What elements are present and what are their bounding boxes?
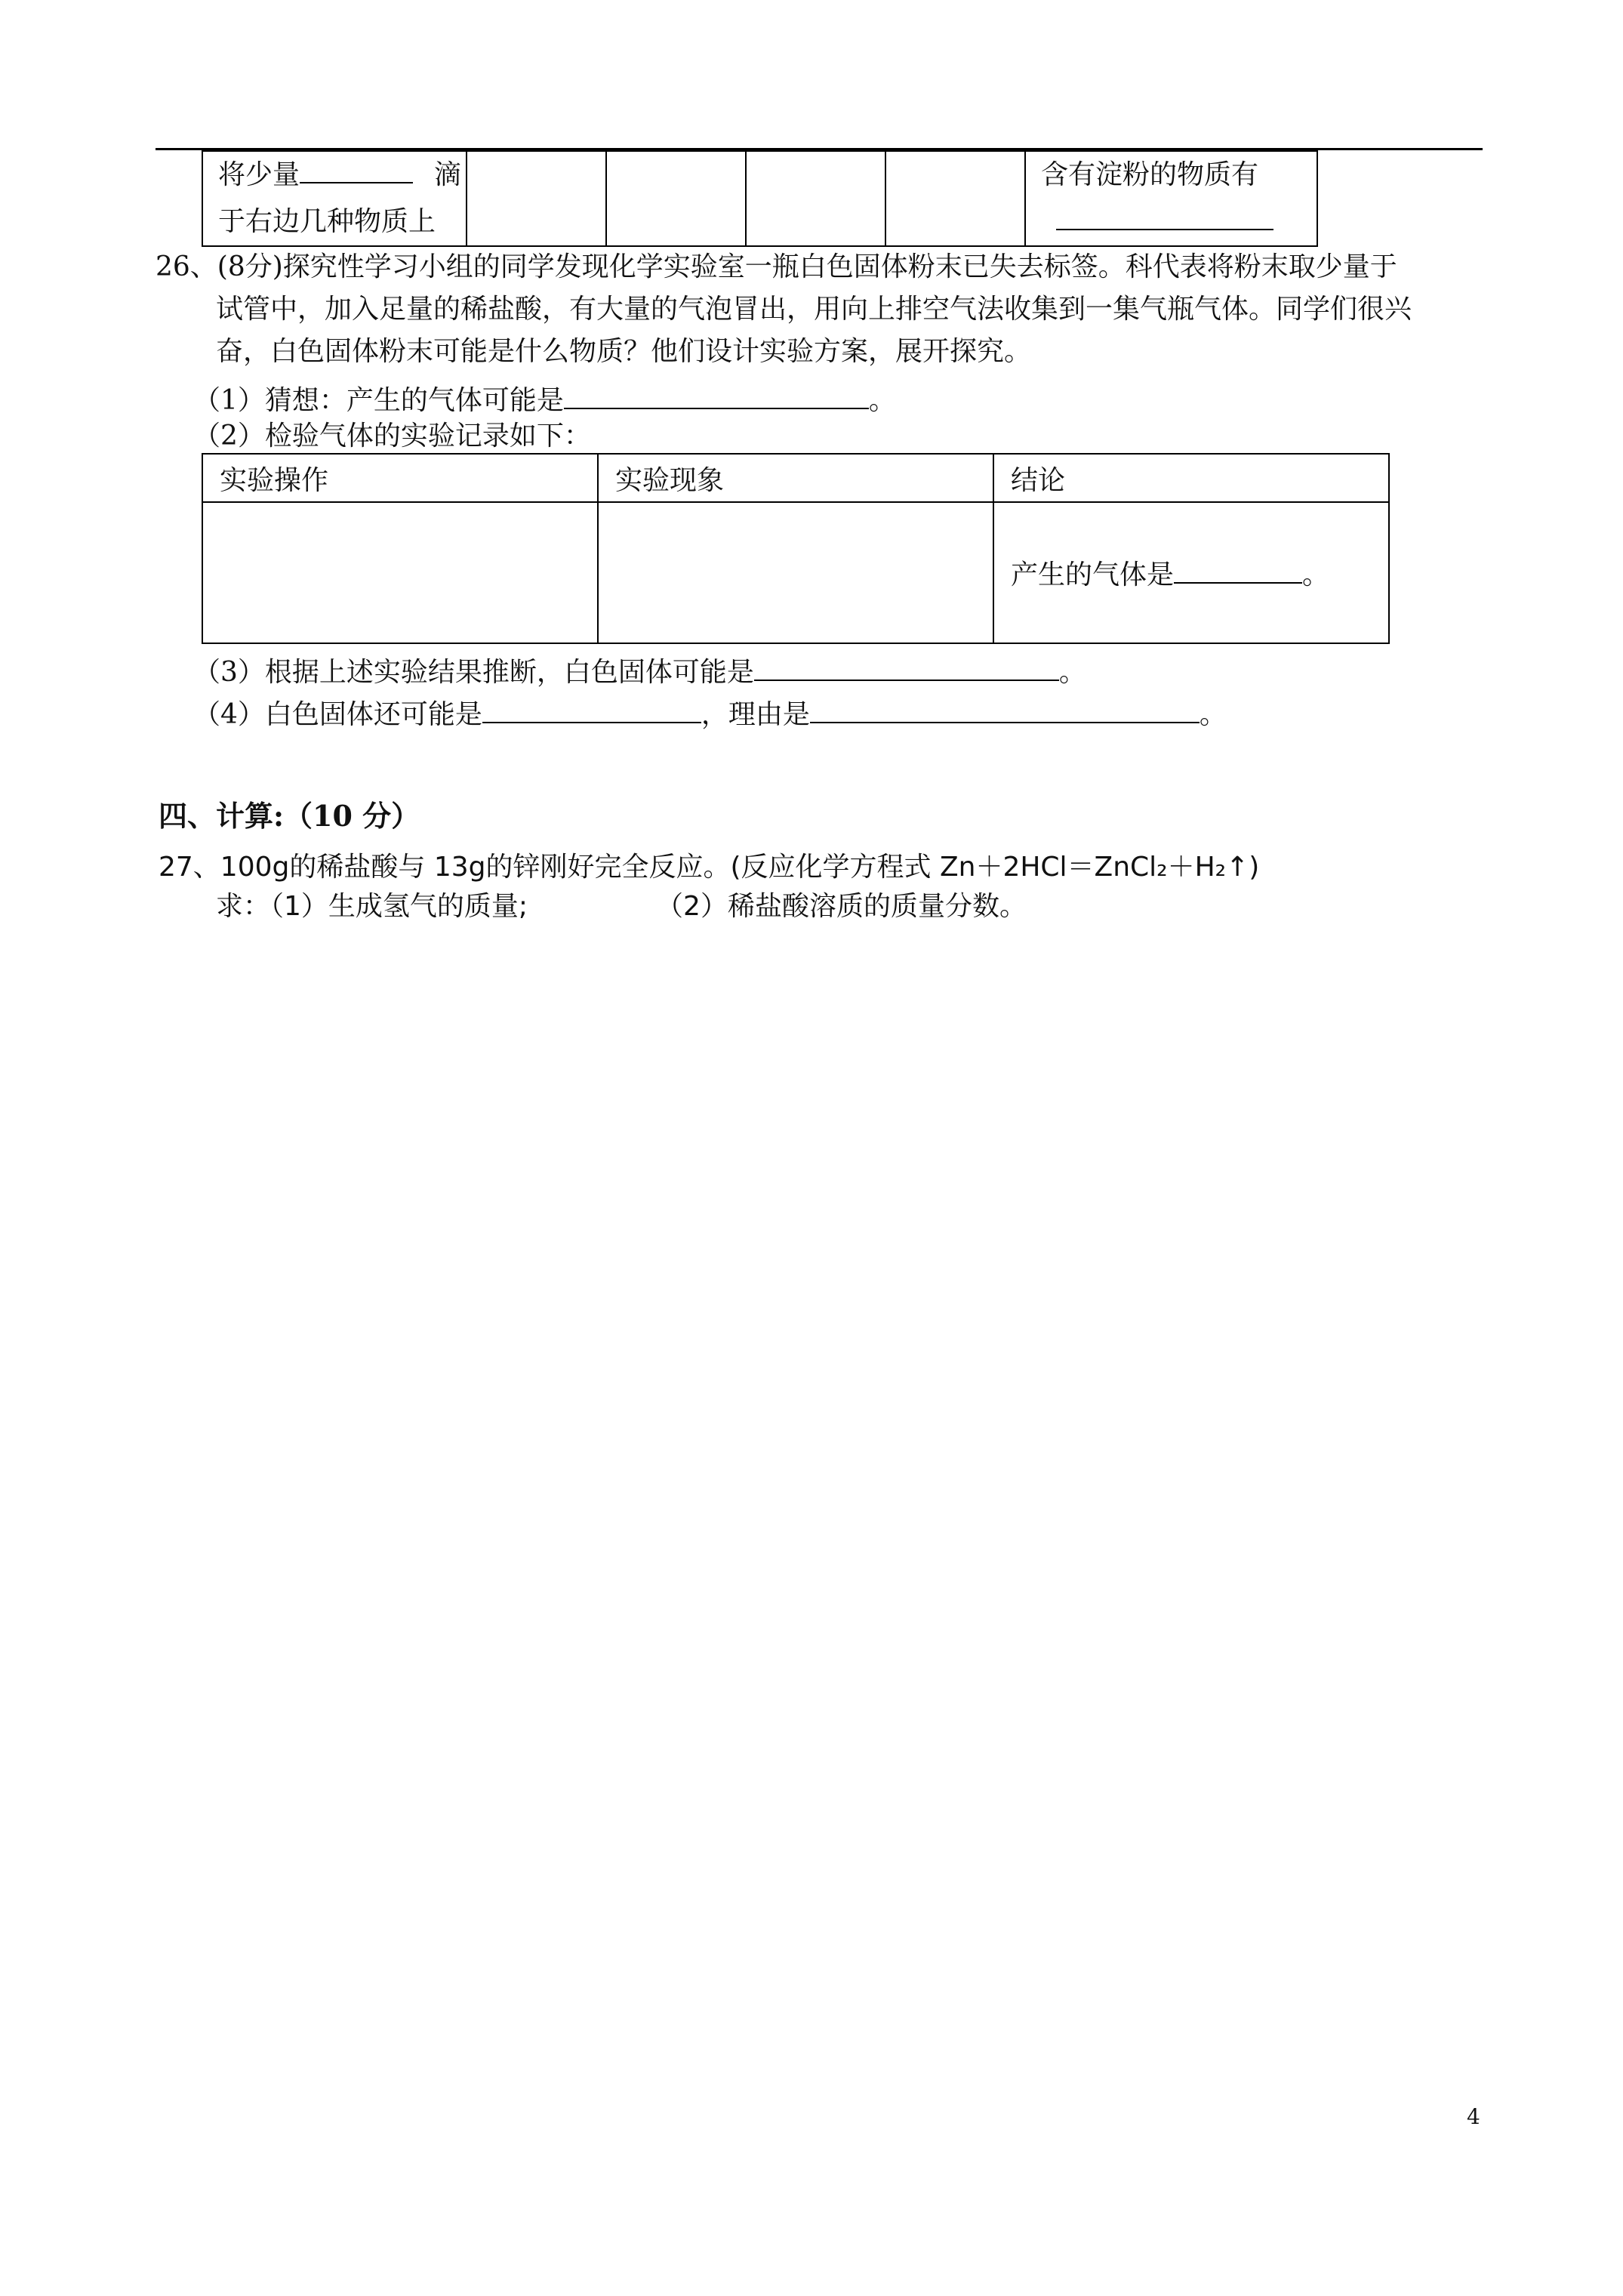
conclusion-cell bbox=[993, 502, 1389, 643]
q26-sub-1 bbox=[193, 379, 896, 418]
answer-blank[interactable] bbox=[1056, 200, 1273, 230]
table-cell-empty bbox=[885, 151, 1025, 246]
q27-line-1: 27、100g的稀盐酸与 13g的锌刚好完全反应。(反应化学方程式 Zn＋2HCl＝ZnCl₂＋H₂↑) bbox=[159, 852, 1260, 883]
operation-cell[interactable] bbox=[202, 502, 598, 643]
continued-table bbox=[202, 150, 1318, 247]
instruction-text-b: 滴 bbox=[434, 159, 462, 190]
table-header-row bbox=[202, 454, 1389, 502]
table-cell-empty bbox=[467, 151, 606, 246]
conclusion-line-2 bbox=[1026, 199, 1317, 245]
page-number: 4 bbox=[1467, 2104, 1480, 2129]
answer-blank[interactable] bbox=[482, 693, 701, 723]
sub-3-suffix: 。 bbox=[1058, 657, 1086, 688]
header-conclusion: 结论 bbox=[993, 454, 1389, 502]
q26-line-1: 26、(8分)探究性学习小组的同学发现化学实验室一瓶白色固体粉末已失去标签。科代表将粉末取少量于 bbox=[156, 251, 1397, 282]
header-operation: 实验操作 bbox=[202, 454, 598, 502]
answer-blank[interactable] bbox=[300, 153, 413, 183]
table-cell-empty bbox=[606, 151, 746, 246]
sub-4-middle: ，理由是 bbox=[701, 699, 810, 730]
q27-line-2 bbox=[216, 889, 1027, 924]
table-cell-empty bbox=[746, 151, 885, 246]
instruction-line-2: 于右边几种物质上 bbox=[218, 206, 436, 237]
answer-blank[interactable] bbox=[564, 379, 869, 409]
experiment-table bbox=[202, 453, 1390, 644]
phenomenon-cell[interactable] bbox=[598, 502, 993, 643]
sub-4-suffix: 。 bbox=[1199, 699, 1227, 730]
section-title: 四、计算:（10 分） bbox=[159, 799, 420, 833]
q26-sub-4 bbox=[193, 693, 1227, 732]
conclusion-line-1: 含有淀粉的物质有 bbox=[1041, 159, 1259, 190]
sub-1-suffix: 。 bbox=[868, 385, 896, 416]
sub-3-prefix: （3）根据上述实验结果推断，白色固体可能是 bbox=[193, 657, 754, 688]
q27-part-1: 求：（1）生成氢气的质量; bbox=[216, 891, 528, 922]
table-row bbox=[202, 502, 1389, 643]
table-cell-instruction bbox=[202, 151, 467, 246]
table-row bbox=[202, 151, 1317, 246]
q27-part-2: （2）稀盐酸溶质的质量分数。 bbox=[656, 891, 1027, 922]
header-phenomenon: 实验现象 bbox=[598, 454, 993, 502]
answer-blank[interactable] bbox=[754, 651, 1059, 681]
table-cell-conclusion bbox=[1025, 151, 1317, 246]
q26-line-3: 奋，白色固体粉末可能是什么物质？他们设计实验方案，展开探究。 bbox=[216, 336, 1032, 367]
instruction-line-1 bbox=[203, 152, 466, 199]
conclusion-prefix: 产生的气体是 bbox=[1011, 559, 1175, 590]
q26-line-2: 试管中，加入足量的稀盐酸，有大量的气泡冒出，用向上排空气法收集到一集气瓶气体。同学们很兴 bbox=[216, 294, 1412, 325]
answer-blank[interactable] bbox=[1174, 553, 1302, 584]
q26-sub-2: （2）检验气体的实验记录如下： bbox=[193, 421, 591, 451]
answer-blank[interactable] bbox=[810, 693, 1200, 723]
sub-1-prefix: （1）猜想：产生的气体可能是 bbox=[193, 385, 564, 416]
q26-sub-3 bbox=[193, 651, 1086, 689]
sub-4-prefix: （4）白色固体还可能是 bbox=[193, 699, 482, 730]
conclusion-suffix: 。 bbox=[1302, 559, 1330, 590]
instruction-text-a: 将少量 bbox=[218, 159, 300, 190]
